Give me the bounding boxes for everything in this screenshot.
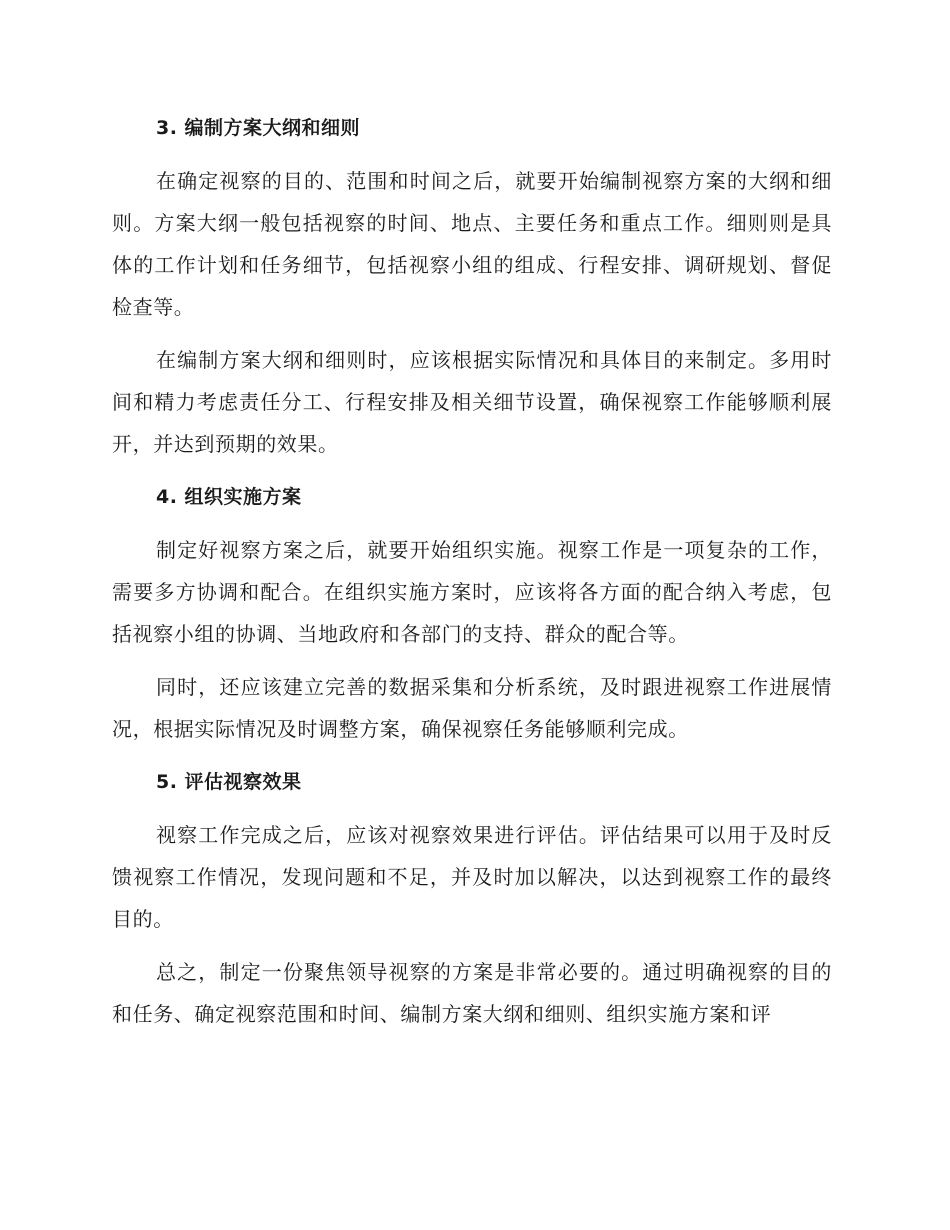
paragraph: 总之，制定一份聚焦领导视察的方案是非常必要的。通过明确视察的目的和任务、确定视察范围和时间、编制方案大纲和细则、组织实施方案和评	[112, 960, 832, 1026]
document-body	[112, 107, 832, 1035]
paragraph: 在确定视察的目的、范围和时间之后，就要开始编制视察方案的大纲和细则。方案大纲一般包括视察的时间、地点、主要任务和重点工作。细则则是具体的工作计划和任务细节，包括视察小组的组成、行程安排、调研规划、督促检查等。	[112, 169, 832, 319]
paragraph: 同时，还应该建立完善的数据采集和分析系统，及时跟进视察工作进展情况，根据实际情况及时调整方案，确保视察任务能够顺利完成。	[112, 675, 832, 741]
section-heading-3: 3. 编制方案大纲和细则	[156, 117, 361, 139]
section-heading-4: 4. 组织实施方案	[156, 486, 302, 508]
paragraph: 视察工作完成之后，应该对视察效果进行评估。评估结果可以用于及时反馈视察工作情况，发现问题和不足，并及时加以解决，以达到视察工作的最终目的。	[112, 823, 832, 931]
paragraph: 在编制方案大纲和细则时，应该根据实际情况和具体目的来制定。多用时间和精力考虑责任分工、行程安排及相关细节设置，确保视察工作能够顺利展开，并达到预期的效果。	[112, 348, 832, 456]
section-heading-5: 5. 评估视察效果	[156, 771, 302, 793]
paragraph: 制定好视察方案之后，就要开始组织实施。视察工作是一项复杂的工作，需要多方协调和配合。在组织实施方案时，应该将各方面的配合纳入考虑，包括视察小组的协调、当地政府和各部门的支持、群众的配合等。	[112, 538, 832, 646]
